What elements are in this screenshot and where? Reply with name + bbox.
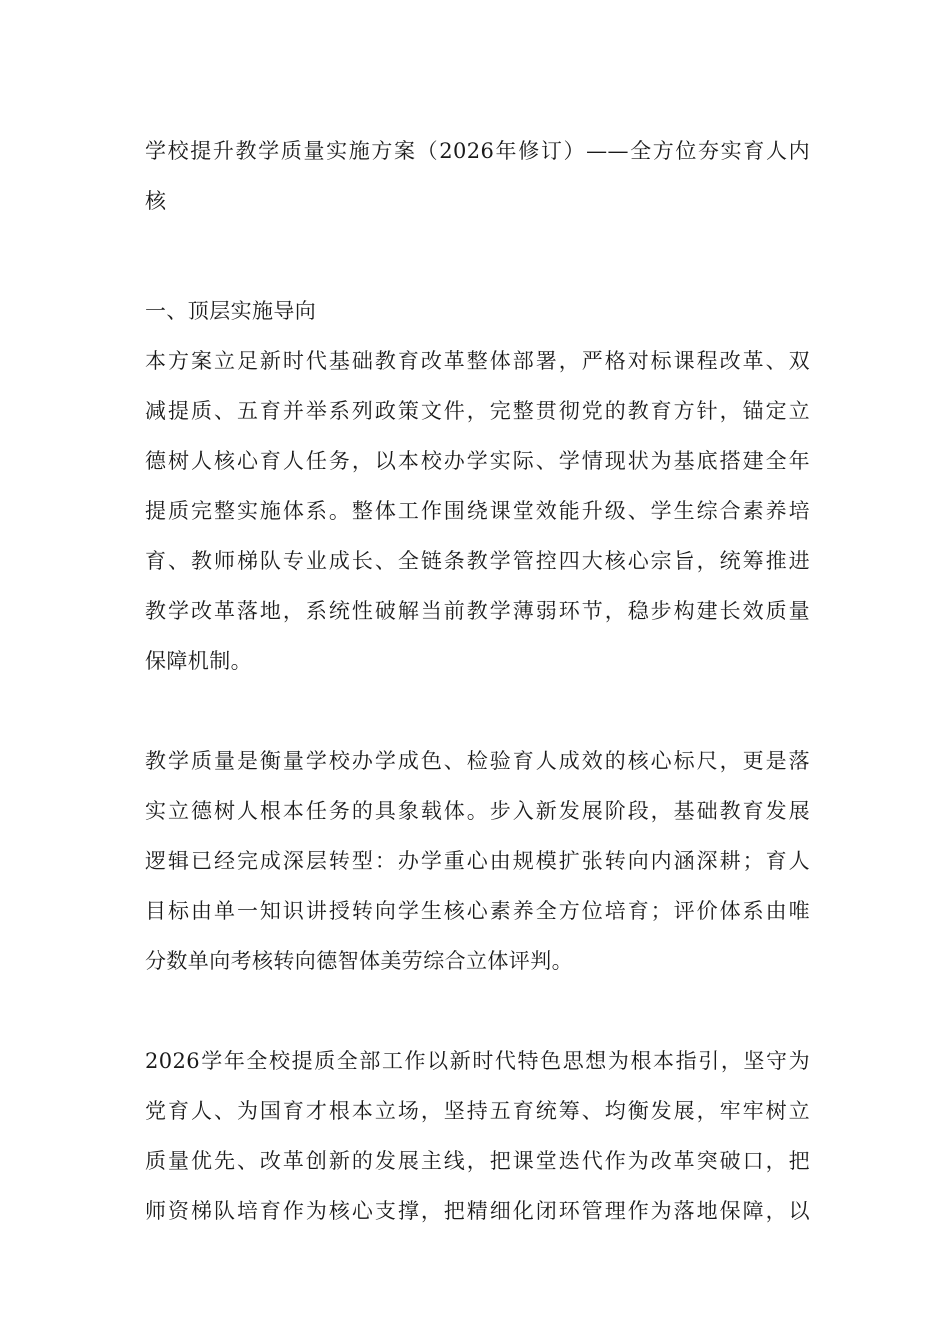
title-line: 核 [145,189,167,213]
paragraph-line: 德树人核心育人任务，以本校办学实际、学情现状为基底搭建全年 [145,449,810,473]
paragraph-2 [145,736,810,986]
document-title [145,126,810,226]
paragraph-line: 质量优先、改革创新的发展主线，把课堂迭代作为改革突破口，把 [145,1149,810,1173]
paragraph-line: 教学改革落地，系统性破解当前教学薄弱环节，稳步构建长效质量 [145,599,810,623]
paragraph-line: 提质完整实施体系。整体工作围绕课堂效能升级、学生综合素养培 [145,499,810,523]
paragraph-line: 教学质量是衡量学校办学成色、检验育人成效的核心标尺，更是落 [145,749,810,773]
paragraph-line: 保障机制。 [145,649,252,673]
paragraph-line: 目标由单一知识讲授转向学生核心素养全方位培育；评价体系由唯 [145,899,810,923]
paragraph-1 [145,336,810,686]
paragraph-line: 实立德树人根本任务的具象载体。步入新发展阶段，基础教育发展 [145,799,810,823]
paragraph-3 [145,1036,810,1236]
paragraph-line: 2026学年全校提质全部工作以新时代特色思想为根本指引，坚守为 [145,1049,810,1073]
section-heading: 一、顶层实施导向 [145,299,317,323]
paragraph-line: 师资梯队培育作为核心支撑，把精细化闭环管理作为落地保障，以 [145,1199,810,1223]
paragraph-line: 党育人、为国育才根本立场，坚持五育统筹、均衡发展，牢牢树立 [145,1099,810,1123]
paragraph-line: 减提质、五育并举系列政策文件，完整贯彻党的教育方针，锚定立 [145,399,810,423]
paragraph-line: 本方案立足新时代基础教育改革整体部署，严格对标课程改革、双 [145,349,810,373]
document-page [145,126,810,1236]
title-line: 学校提升教学质量实施方案（2026年修订）——全方位夯实育人内 [145,139,810,163]
paragraph-line: 育、教师梯队专业成长、全链条教学管控四大核心宗旨，统筹推进 [145,549,810,573]
paragraph-line: 分数单向考核转向德智体美劳综合立体评判。 [145,949,573,973]
paragraph-line: 逻辑已经完成深层转型：办学重心由规模扩张转向内涵深耕；育人 [145,849,810,873]
